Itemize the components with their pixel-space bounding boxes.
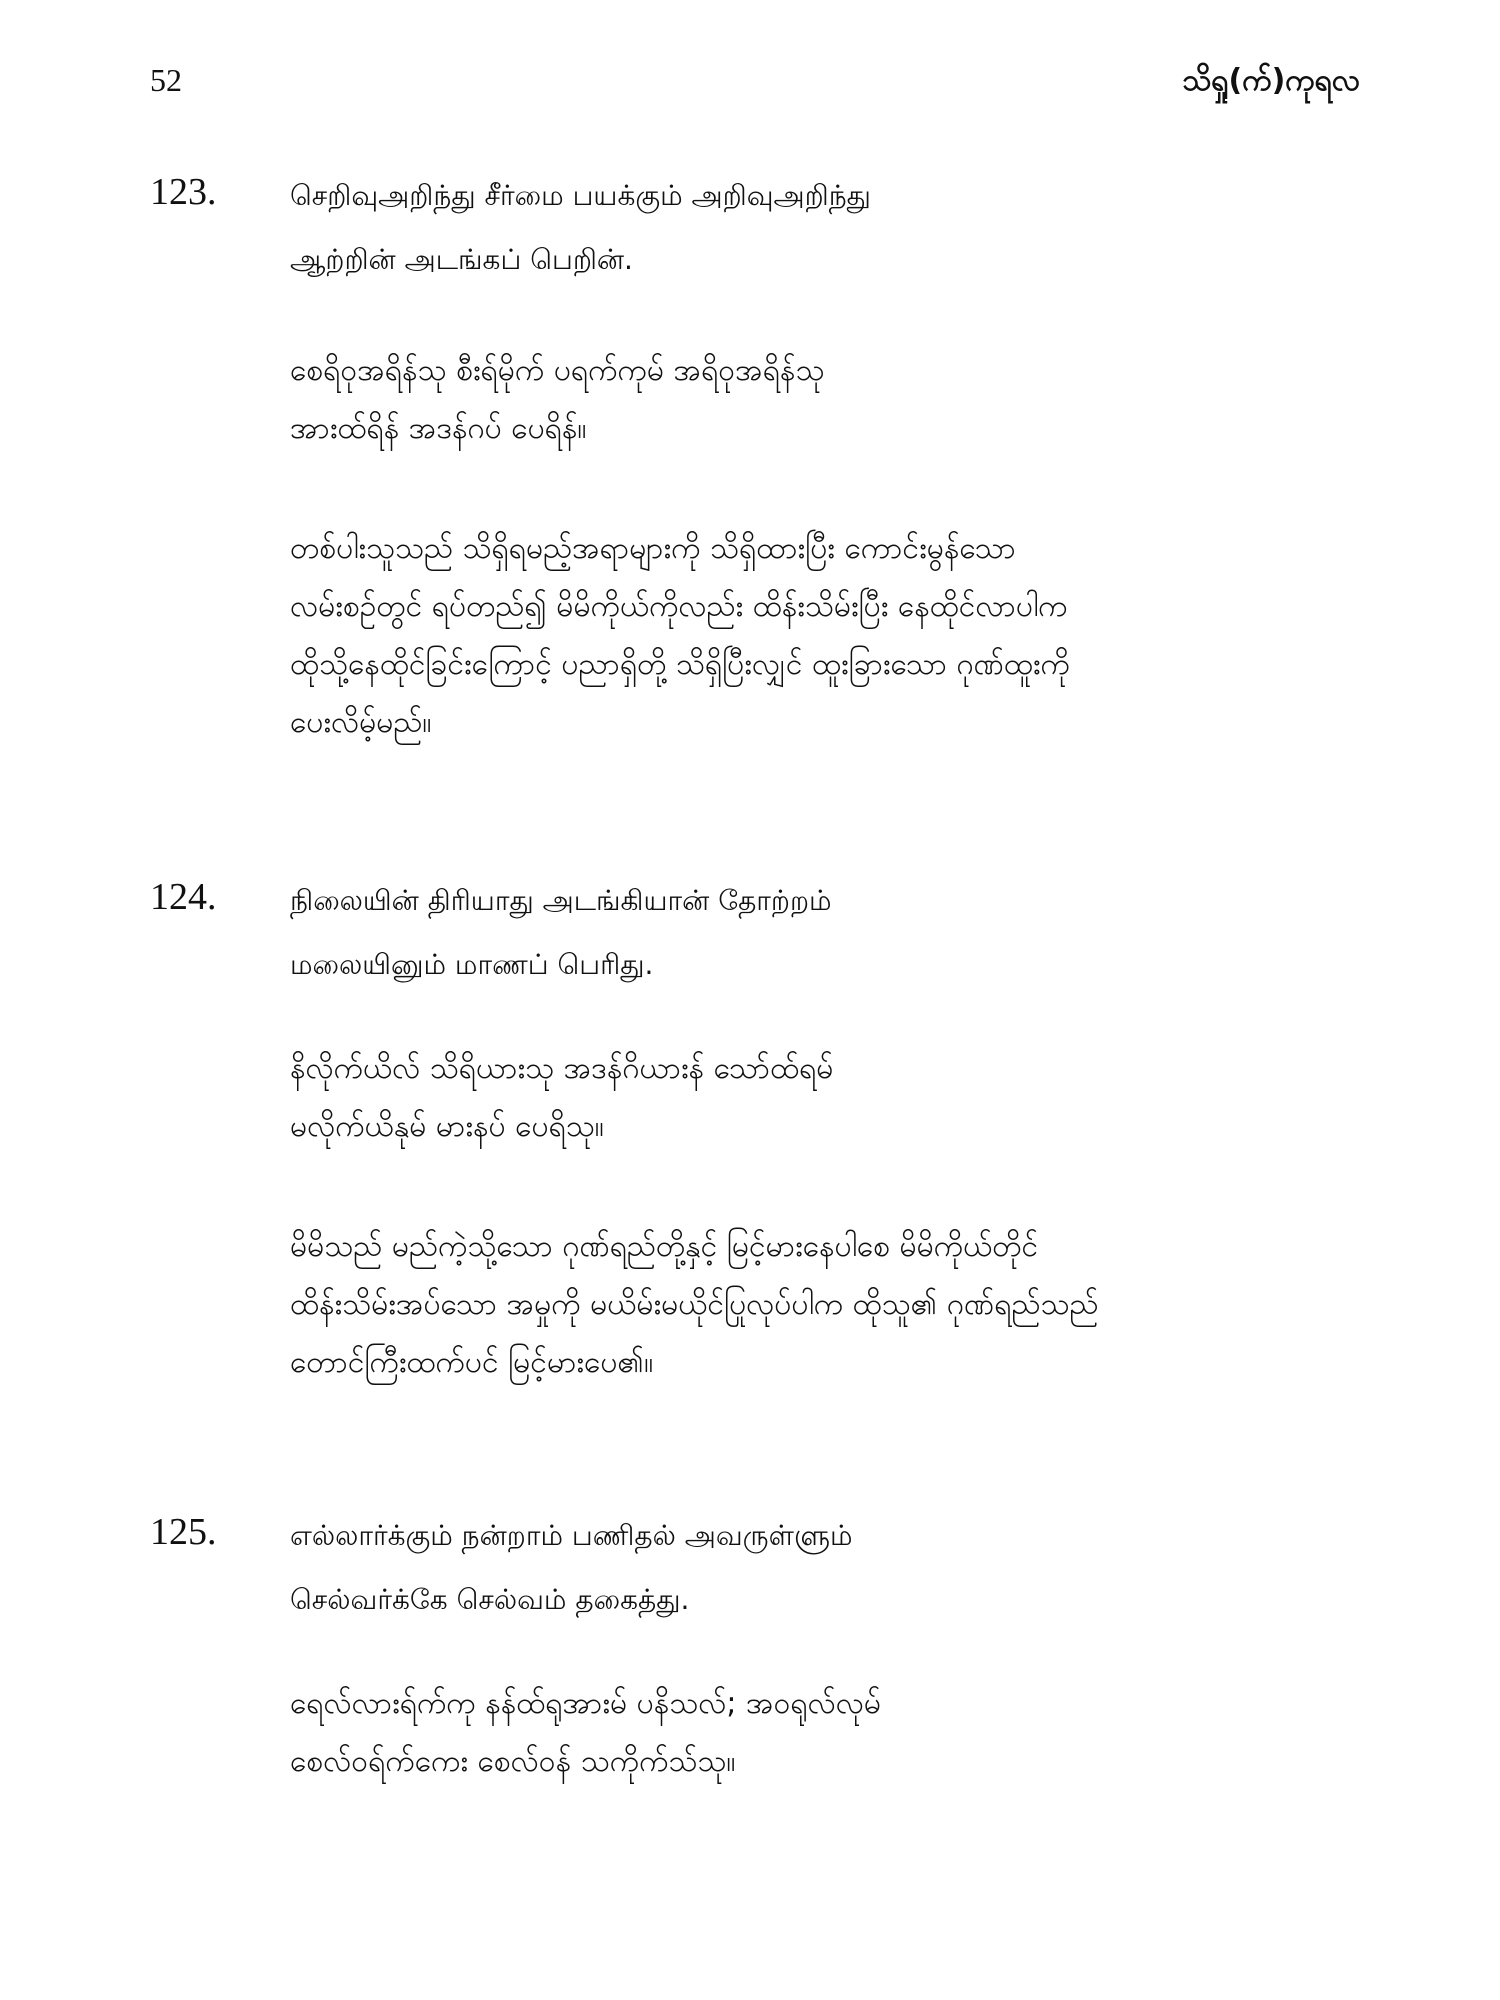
- tamil-line: செல்வர்க்கே செல்வம் தகைத்து.: [290, 1583, 690, 1616]
- verse-number: 125.: [150, 1511, 217, 1553]
- tamil-line: செறிவுஅறிந்து சீர்மை பயக்கும் அறிவுஅறிந்து: [290, 179, 871, 212]
- translation-line: တစ်ပါးသူသည် သိရှိရမည့်အရာများကို သိရှိထားပြီး ကောင်းမွန်သော: [290, 531, 1016, 566]
- tamil-line: மலையினும் மாணப் பெரிது.: [290, 948, 654, 981]
- translation: [290, 520, 1380, 752]
- translation-line: လမ်းစဉ်တွင် ရပ်တည်၍ မိမိကိုယ်ကိုလည်း ထိန်းသိမ်းပြီး နေထိုင်လာပါက: [290, 589, 1068, 624]
- transliteration: [290, 1675, 1380, 1791]
- transliteration-line: ရေလ်လားရ်က်ကု နန်ထ်ရုအားမ် ပနိသလ်; အဝရုလ်လုမ်: [290, 1686, 882, 1721]
- transliteration-line: စေလ်ဝရ်က်ကေး စေလ်ဝန် သကိုက်သ်သု။: [290, 1744, 736, 1779]
- tamil-couplet: [290, 164, 1380, 292]
- translation-line: မိမိသည် မည်ကဲ့သို့သော ဂုဏ်ရည်တို့နှင့် မြင့်မားနေပါစေ မိမိကိုယ်တိုင်: [290, 1229, 1039, 1264]
- tamil-line: ஆற்றின் அடங்கப் பெறின்.: [290, 243, 633, 276]
- translation-line: ပေးလိမ့်မည်။: [290, 705, 432, 740]
- translation-line: တောင်ကြီးထက်ပင် မြင့်မားပေ၏။: [290, 1345, 654, 1380]
- translation: [290, 1218, 1380, 1392]
- transliteration-line: အားထ်ရိန် အဒန်ဂပ် ပေရိန်။: [290, 411, 587, 446]
- tamil-couplet: [290, 1504, 1380, 1632]
- tamil-couplet: [290, 869, 1380, 997]
- tamil-line: நிலையின் திரியாது அடங்கியான் தோற்றம்: [290, 884, 832, 917]
- tamil-line: எல்லார்க்கும் நன்றாம் பணிதல் அவருள்ளும்: [290, 1519, 853, 1552]
- page-number: 52: [150, 62, 182, 98]
- transliteration-line: နိလိုက်ယိလ် သိရိယားသု အဒန်ဂိယားန် သော်ထ်ရမ်: [290, 1051, 834, 1086]
- transliteration-line: စေရိဝုအရိန်သု စီးရ်မိုက် ပရက်ကုမ် အရိဝုအရိန်သု: [290, 353, 825, 388]
- transliteration: [290, 1040, 1380, 1156]
- translation-line: ထိုသို့နေထိုင်ခြင်းကြောင့် ပညာရှိတို့ သိရှိပြီးလျှင် ထူးခြားသော ဂုဏ်ထူးကို: [290, 647, 1070, 682]
- verse-number: 124.: [150, 876, 217, 918]
- verse-number: 123.: [150, 171, 217, 213]
- transliteration: [290, 342, 1380, 458]
- transliteration-line: မလိုက်ယိနုမ် မားနပ် ပေရိသု။: [290, 1109, 604, 1144]
- translation-line: ထိန်းသိမ်းအပ်သော အမှုကို မယိမ်းမယိုင်ပြုလုပ်ပါက ထိုသူ၏ ဂုဏ်ရည်သည်: [290, 1287, 1099, 1322]
- running-title: သိရှု(က်)ကုရလ: [1182, 63, 1360, 98]
